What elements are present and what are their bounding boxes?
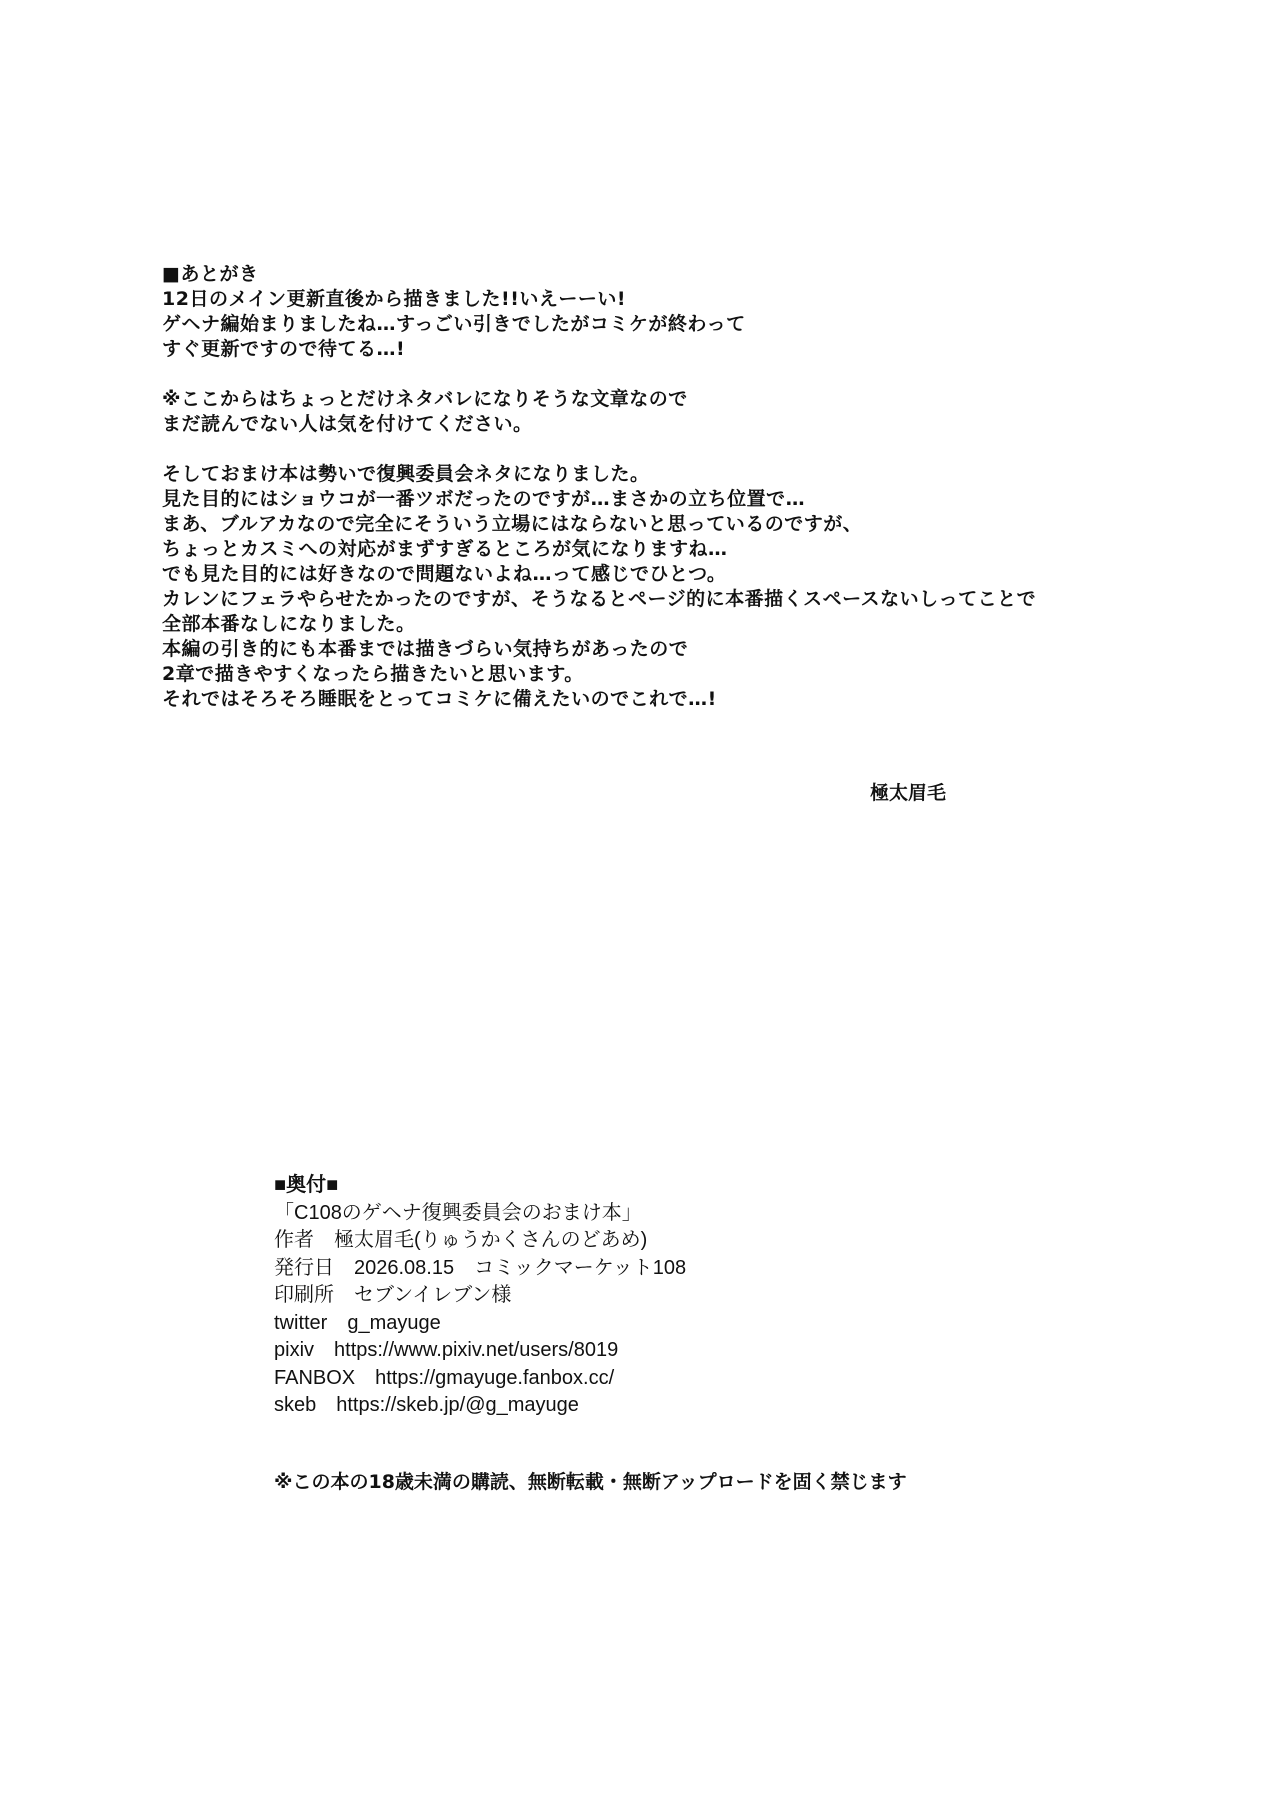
book-title: 「C108のゲヘナ復興委員会のおまけ本」 (274, 1201, 642, 1224)
afterword-line: でも見た目的には好きなので問題ないよね…って感じでひとつ。 (162, 563, 727, 585)
afterword-line: まだ読んでない人は気を付けてください。 (162, 413, 533, 435)
author-signature: 極太眉毛 (870, 782, 947, 804)
afterword-line: カレンにフェラやらせたかったのですが、そうなるとページ的に本番描くスペースないしってことで (162, 588, 1037, 610)
afterword-line: 全部本番なしになりました。 (162, 613, 416, 635)
colophon-heading: ■奥付■ (274, 1174, 339, 1196)
afterword-line: ちょっとカスミへの対応がまずすぎるところが気になりますね… (162, 538, 728, 560)
twitter-handle: twitter g_mayuge (274, 1311, 441, 1334)
printer-credit: 印刷所 セブンイレブン様 (274, 1284, 512, 1306)
author-credit: 作者 極太眉毛(りゅうかくさんのどあめ) (274, 1229, 648, 1251)
fanbox-link: FANBOX https://gmayuge.fanbox.cc/ (274, 1366, 615, 1389)
afterword-line: すぐ更新ですので待てる…! (162, 338, 406, 360)
afterword-heading: ■あとがき (162, 263, 259, 285)
afterword-line: 見た目的にはショウコが一番ツボだったのですが…まさかの立ち位置で… (162, 488, 806, 510)
pixiv-link: pixiv https://www.pixiv.net/users/8019 (274, 1339, 619, 1361)
colophon-section (274, 1172, 686, 1420)
afterword-line: ※ここからはちょっとだけネタバレになりそうな文章なので (162, 388, 688, 410)
skeb-link: skeb https://skeb.jp/@g_mayuge (274, 1394, 579, 1416)
paragraph-gap (162, 437, 1242, 462)
publish-date: 発行日 2026.08.15 コミックマーケット108 (274, 1256, 687, 1279)
afterword-line: 本編の引き的にも本番までは描きづらい気持ちがあったので (162, 638, 689, 660)
afterword-line: まあ、ブルアカなので完全にそういう立場にはならないと思っているのですが、 (162, 513, 863, 535)
paragraph-gap (162, 362, 1242, 387)
afterword-section (162, 262, 1242, 712)
copyright-notice: ※この本の18歳未満の購読、無断転載・無断アップロードを固く禁じます (274, 1471, 907, 1493)
afterword-line: 2章で描きやすくなったら描きたいと思います。 (162, 663, 584, 685)
afterword-line: そしておまけ本は勢いで復興委員会ネタになりました。 (162, 463, 650, 485)
afterword-line: ゲヘナ編始まりましたね…すっごい引きでしたがコミケが終わって (162, 313, 746, 335)
afterword-line: 12日のメイン更新直後から描きました!!いえーーい! (162, 288, 627, 310)
afterword-line: それではそろそろ睡眠をとってコミケに備えたいのでこれで…! (162, 688, 717, 710)
